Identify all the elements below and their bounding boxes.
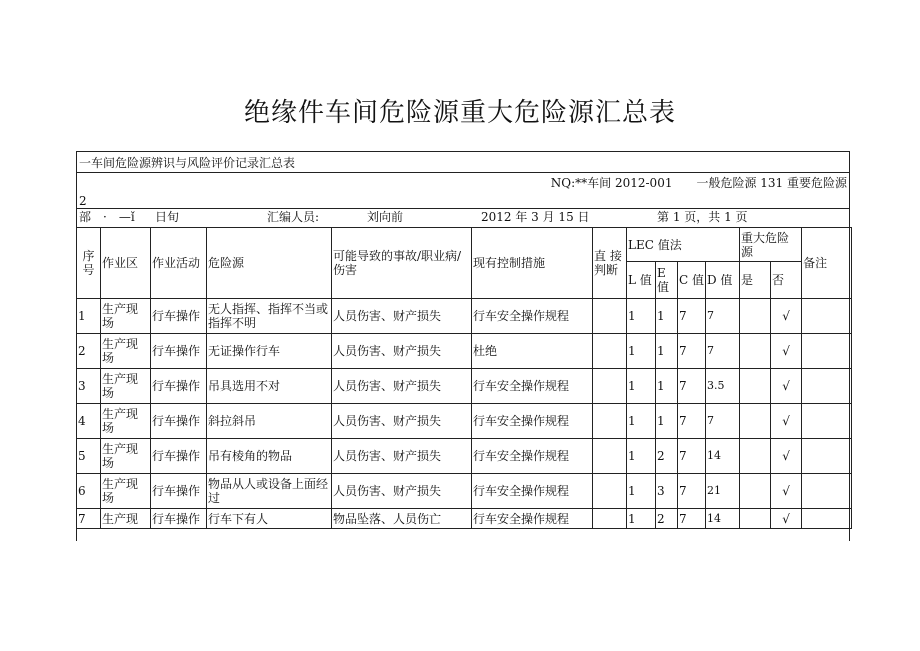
table-row [77, 474, 852, 509]
cell-remark [802, 404, 852, 439]
cell-activity: 行车操作 [151, 369, 207, 404]
cell-c: 7 [678, 404, 706, 439]
cell-accident: 物品坠落、人员伤亡 [332, 509, 472, 529]
cell-l: 1 [627, 509, 656, 529]
cell-l: 1 [627, 299, 656, 334]
cell-direct [593, 369, 627, 404]
cell-accident: 人员伤害、财产损失 [332, 334, 472, 369]
cell-no: √ [771, 369, 802, 404]
cell-yes [740, 299, 771, 334]
cell-area: 生产现场 [101, 369, 151, 404]
cell-control: 行车安全操作规程 [472, 369, 593, 404]
cell-control: 行车安全操作规程 [472, 439, 593, 474]
cell-l: 1 [627, 369, 656, 404]
cell-l: 1 [627, 334, 656, 369]
header-accident: 可能导致的事故/职业病/伤害 [332, 228, 472, 299]
divider [77, 208, 849, 209]
table-row [77, 369, 852, 404]
cell-hazard: 吊具选用不对 [207, 369, 332, 404]
cell-hazard: 吊有棱角的物品 [207, 439, 332, 474]
document-number: NQ:**车间 2012-001 一般危险源 131 重要危险源 [550, 176, 847, 190]
table-row [77, 404, 852, 439]
table-row [77, 299, 852, 334]
header-major: 重大危险源 [740, 228, 802, 262]
cell-control: 行车安全操作规程 [472, 299, 593, 334]
header-seq: 序号 [77, 228, 101, 299]
cell-area: 生产现 [101, 509, 151, 529]
cell-seq: 6 [77, 474, 101, 509]
cell-seq: 3 [77, 369, 101, 404]
cell-accident: 人员伤害、财产损失 [332, 474, 472, 509]
sheet-subtitle: 一车间危险源辨识与风险评价记录汇总表 [79, 156, 296, 170]
cell-activity: 行车操作 [151, 404, 207, 439]
header-remark: 备注 [802, 228, 852, 299]
cell-yes [740, 474, 771, 509]
cell-area: 生产现场 [101, 404, 151, 439]
cell-l: 1 [627, 404, 656, 439]
cell-yes [740, 439, 771, 474]
header-direct: 直 接判断 [593, 228, 627, 299]
header-no: 否 [771, 262, 802, 299]
cell-direct [593, 439, 627, 474]
cell-hazard: 无证操作行车 [207, 334, 332, 369]
cell-d: 7 [706, 404, 740, 439]
cell-hazard: 斜拉斜吊 [207, 404, 332, 439]
cell-c: 7 [678, 334, 706, 369]
cell-area: 生产现场 [101, 334, 151, 369]
cell-d: 3.5 [706, 369, 740, 404]
cell-c: 7 [678, 369, 706, 404]
cell-hazard: 行车下有人 [207, 509, 332, 529]
header-area: 作业区 [101, 228, 151, 299]
cell-activity: 行车操作 [151, 299, 207, 334]
compiler-label: 汇编人员: [267, 210, 320, 224]
cell-e: 1 [656, 404, 678, 439]
cell-control: 行车安全操作规程 [472, 404, 593, 439]
cell-yes [740, 369, 771, 404]
cell-c: 7 [678, 474, 706, 509]
header-c: C 值 [678, 262, 706, 299]
header-yes: 是 [740, 262, 771, 299]
cell-yes [740, 404, 771, 439]
cell-d: 7 [706, 334, 740, 369]
cell-d: 21 [706, 474, 740, 509]
header-d: D 值 [706, 262, 740, 299]
cell-e: 1 [656, 334, 678, 369]
period-label: 日旬 [155, 210, 180, 224]
table-row [77, 439, 852, 474]
cell-control: 行车安全操作规程 [472, 474, 593, 509]
cell-remark [802, 369, 852, 404]
department-label: 部 [79, 210, 92, 224]
cell-area: 生产现场 [101, 474, 151, 509]
cell-direct [593, 334, 627, 369]
cell-remark [802, 439, 852, 474]
cell-e: 1 [656, 299, 678, 334]
header-e: E 值 [656, 262, 678, 299]
cell-activity: 行车操作 [151, 509, 207, 529]
cell-c: 7 [678, 509, 706, 529]
cell-seq: 5 [77, 439, 101, 474]
cell-e: 1 [656, 369, 678, 404]
cell-seq: 4 [77, 404, 101, 439]
table-header-row [77, 228, 852, 262]
table-body [77, 299, 852, 529]
cell-e: 2 [656, 439, 678, 474]
cell-e: 2 [656, 509, 678, 529]
cell-remark [802, 299, 852, 334]
header-l: L 值 [627, 262, 656, 299]
cell-e: 3 [656, 474, 678, 509]
divider [77, 172, 849, 173]
cell-l: 1 [627, 474, 656, 509]
cell-activity: 行车操作 [151, 439, 207, 474]
cell-direct [593, 404, 627, 439]
cell-no: √ [771, 474, 802, 509]
compiler-name: 刘向前 [367, 210, 404, 224]
cell-no: √ [771, 334, 802, 369]
table-row [77, 509, 852, 529]
header-hazard: 危险源 [207, 228, 332, 299]
cell-remark [802, 334, 852, 369]
cell-hazard: 物品从人或设备上面经过 [207, 474, 332, 509]
page-count: 第 1 页，共 1 页 [657, 210, 748, 224]
cell-accident: 人员伤害、财产损失 [332, 369, 472, 404]
cell-d: 7 [706, 299, 740, 334]
report-date: 2012 年 3 月 15 日 [481, 210, 590, 224]
header-lec: LEC 值法 [627, 228, 740, 262]
cell-d: 14 [706, 439, 740, 474]
cell-c: 7 [678, 439, 706, 474]
table-row [77, 334, 852, 369]
cell-activity: 行车操作 [151, 334, 207, 369]
page-title: 绝缘件车间危险源重大危险源汇总表 [243, 98, 676, 128]
cell-seq: 7 [77, 509, 101, 529]
cell-l: 1 [627, 439, 656, 474]
cell-no: √ [771, 299, 802, 334]
cell-remark [802, 474, 852, 509]
cell-direct [593, 509, 627, 529]
cell-d: 14 [706, 509, 740, 529]
cell-area: 生产现场 [101, 439, 151, 474]
cell-remark [802, 509, 852, 529]
cell-direct [593, 299, 627, 334]
hazard-table [76, 227, 852, 529]
cell-accident: 人员伤害、财产损失 [332, 439, 472, 474]
department-value: · —ǐ [103, 210, 135, 224]
cell-activity: 行车操作 [151, 474, 207, 509]
cell-accident: 人员伤害、财产损失 [332, 404, 472, 439]
cell-no: √ [771, 439, 802, 474]
header-activity: 作业活动 [151, 228, 207, 299]
cell-no: √ [771, 509, 802, 529]
cell-area: 生产现场 [101, 299, 151, 334]
hazard-summary-sheet [76, 151, 850, 541]
cell-no: √ [771, 404, 802, 439]
cell-yes [740, 509, 771, 529]
cell-control: 杜绝 [472, 334, 593, 369]
cell-seq: 1 [77, 299, 101, 334]
cell-c: 7 [678, 299, 706, 334]
document-number-wrap: 2 [79, 194, 87, 208]
cell-control: 行车安全操作规程 [472, 509, 593, 529]
cell-yes [740, 334, 771, 369]
header-control: 现有控制措施 [472, 228, 593, 299]
cell-direct [593, 474, 627, 509]
cell-hazard: 无人指挥、指挥不当或指挥不明 [207, 299, 332, 334]
cell-accident: 人员伤害、财产损失 [332, 299, 472, 334]
cell-seq: 2 [77, 334, 101, 369]
